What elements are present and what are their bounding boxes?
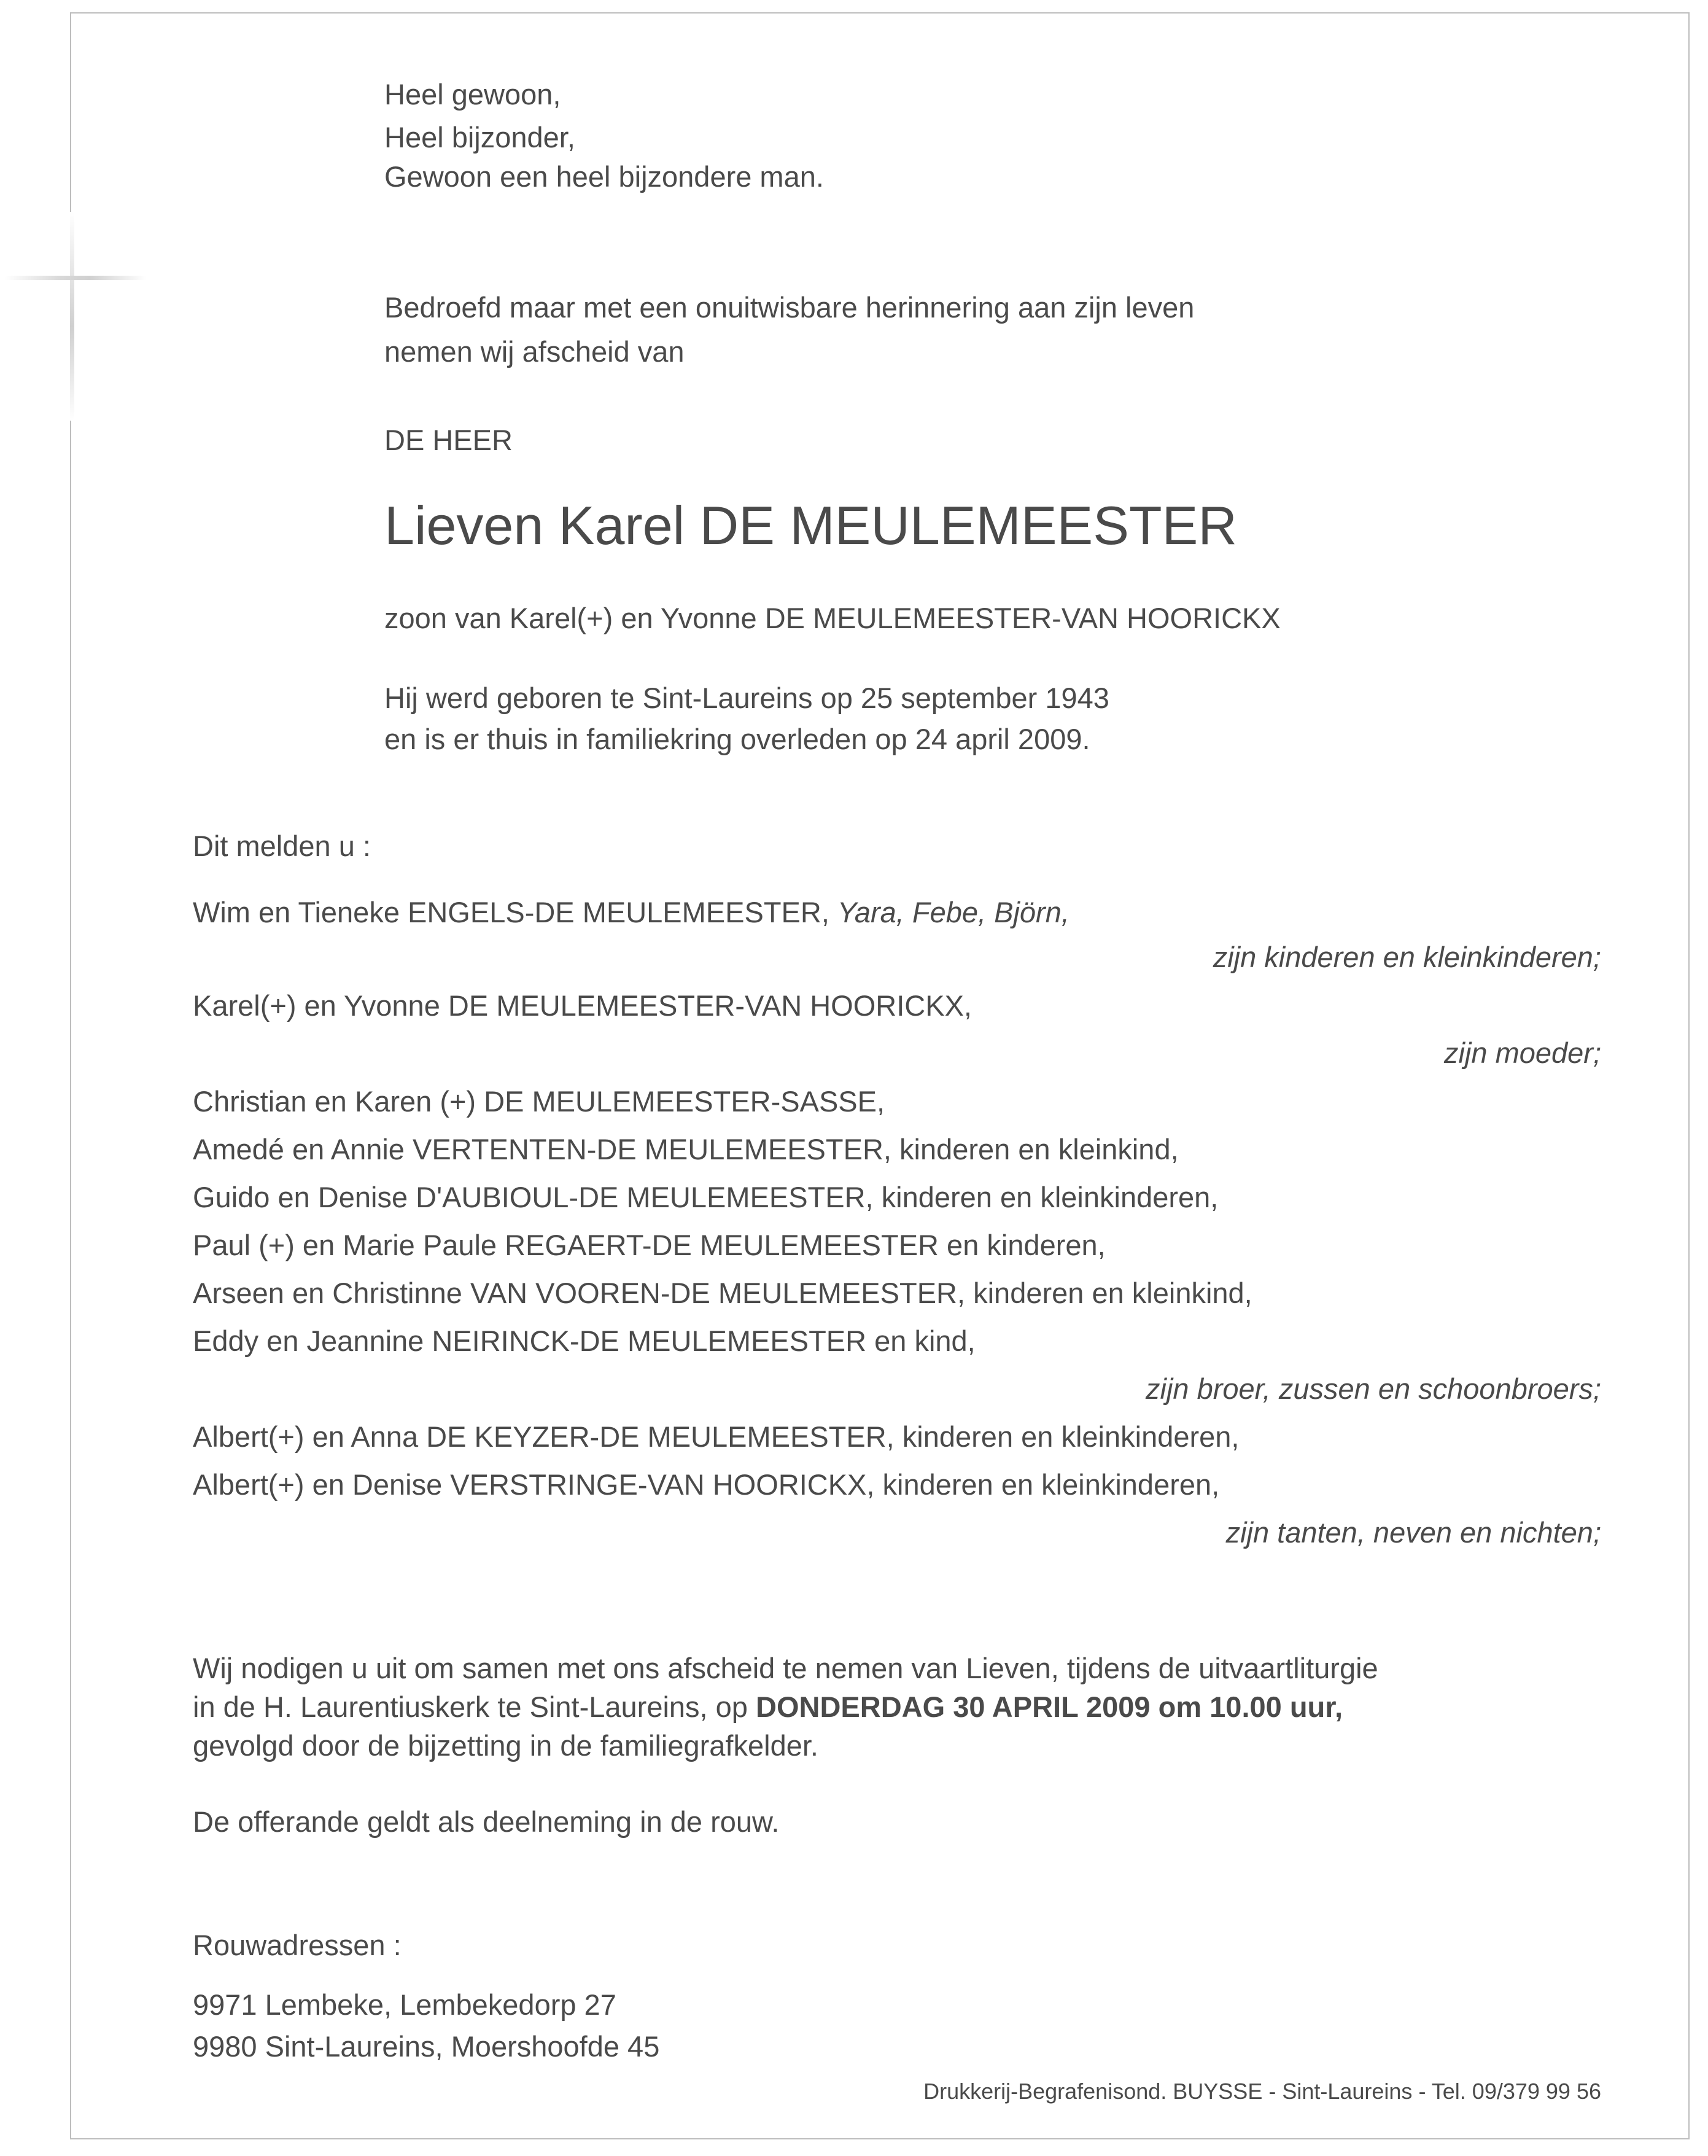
- invitation-line-1: Wij nodigen u uit om samen met ons afscheid te nemen van Lieven, tijdens de uitvaartliturgie: [193, 1652, 1378, 1684]
- children-line: [193, 890, 1069, 935]
- offering-line: De offerande geldt als deelneming in de rouw.: [193, 1805, 780, 1838]
- announce-line: Dit melden u :: [193, 830, 371, 862]
- title: DE HEER: [384, 424, 513, 456]
- sibling-line-2: Amedé en Annie VERTENTEN-DE MEULEMEESTER, kinderen en kleinkind,: [193, 1133, 1179, 1166]
- sibling-line-4: Paul (+) en Marie Paule REGAERT-DE MEULEMEESTER en kinderen,: [193, 1229, 1106, 1261]
- birth-line: Hij werd geboren te Sint-Laureins op 25 september 1943: [384, 682, 1109, 714]
- mother-line: Karel(+) en Yvonne DE MEULEMEESTER-VAN HOORICKX,: [193, 989, 972, 1022]
- intro-line-2: nemen wij afscheid van: [384, 335, 685, 368]
- death-line: en is er thuis in familiekring overleden op 24 april 2009.: [384, 723, 1090, 755]
- intro-line-1: Bedroefd maar met een onuitwisbare herinnering aan zijn leven: [384, 291, 1195, 324]
- cross-icon-vertical: [70, 212, 74, 421]
- poem-line-3: Gewoon een heel bijzondere man.: [384, 160, 824, 193]
- invitation-place: in de H. Laurentiuskerk te Sint-Laureins, op: [193, 1691, 756, 1723]
- mother-relation: zijn moeder;: [1444, 1037, 1601, 1069]
- aunt-line-1: Albert(+) en Anna DE KEYZER-DE MEULEMEESTER, kinderen en kleinkinderen,: [193, 1420, 1240, 1453]
- grandchildren-names: Yara, Febe, Björn,: [837, 896, 1069, 928]
- service-datetime: DONDERDAG 30 APRIL 2009 om 10.00 uur,: [756, 1691, 1343, 1723]
- sibling-line-6: Eddy en Jeannine NEIRINCK-DE MEULEMEESTER en kind,: [193, 1325, 976, 1357]
- cross-icon-horizontal: [5, 276, 146, 280]
- deceased-name: Lieven Karel DE MEULEMEESTER: [384, 495, 1237, 556]
- poem-line-2: Heel bijzonder,: [384, 121, 575, 154]
- aunts-relation: zijn tanten, neven en nichten;: [1225, 1516, 1601, 1549]
- poem-line-1: Heel gewoon,: [384, 78, 561, 111]
- aunt-line-2: Albert(+) en Denise VERSTRINGE-VAN HOORICKX, kinderen en kleinkinderen,: [193, 1468, 1220, 1501]
- address-line-1: 9971 Lembeke, Lembekedorp 27: [193, 1988, 616, 2021]
- sibling-line-5: Arseen en Christinne VAN VOOREN-DE MEULEMEESTER, kinderen en kleinkind,: [193, 1277, 1252, 1309]
- sibling-line-3: Guido en Denise D'AUBIOUL-DE MEULEMEESTER, kinderen en kleinkinderen,: [193, 1181, 1219, 1213]
- printer-imprint: Drukkerij-Begrafenisond. BUYSSE - Sint-Laureins - Tel. 09/379 99 56: [923, 2079, 1601, 2104]
- address-line-2: 9980 Sint-Laureins, Moershoofde 45: [193, 2030, 660, 2063]
- sibling-line-1: Christian en Karen (+) DE MEULEMEESTER-SASSE,: [193, 1085, 885, 1118]
- parents-line: zoon van Karel(+) en Yvonne DE MEULEMEESTER-VAN HOORICKX: [384, 602, 1281, 634]
- addresses-label: Rouwadressen :: [193, 1929, 402, 1961]
- children-names: Wim en Tieneke ENGELS-DE MEULEMEESTER,: [193, 896, 829, 928]
- children-relation: zijn kinderen en kleinkinderen;: [1213, 941, 1601, 973]
- invitation-line-3: gevolgd door de bijzetting in de familiegrafkelder.: [193, 1729, 818, 1762]
- siblings-relation: zijn broer, zussen en schoonbroers;: [1146, 1372, 1601, 1405]
